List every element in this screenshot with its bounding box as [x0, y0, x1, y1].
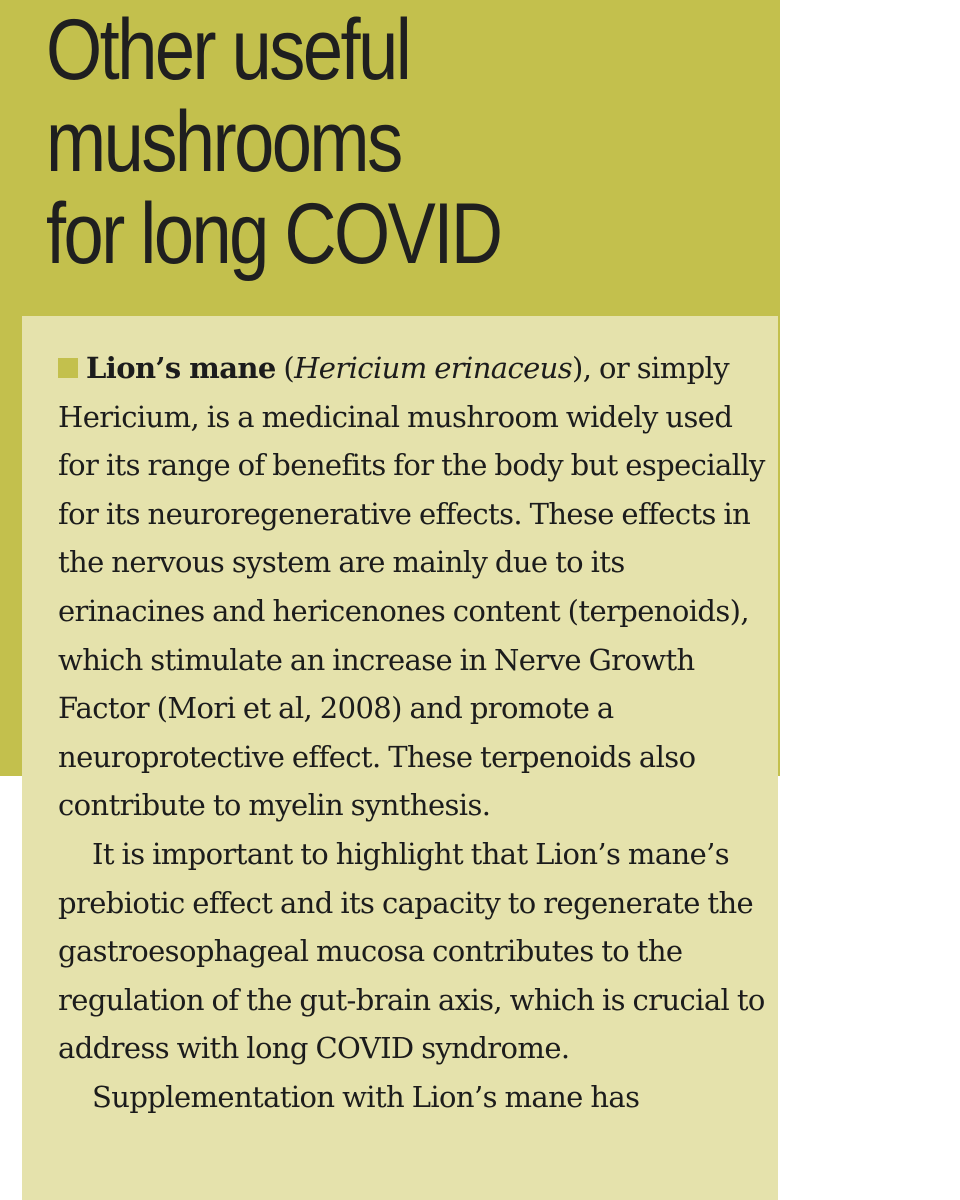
paragraph-1-text: ), or simply Hericium, is a medicinal mushroom widely used for its range of benefits for the body but especially for its neuroregenerative effects. These effects in the nervous system are mainly due to its erinacines and hericenones content (terpenoids), which stimulate an increase in Nerve Growth Factor (Mori et al, 2008) and promote a neuroprotective effect. These terpenoids also contribute to myelin synthesis. — [58, 351, 765, 823]
lede-latin-name: Hericium erinaceus — [294, 351, 573, 385]
bullet-square-icon — [58, 358, 78, 378]
paragraph-3: Supplementation with Lion’s mane has — [92, 1079, 640, 1114]
sidebar-body — [58, 344, 770, 1122]
sidebar-box — [22, 316, 778, 1200]
title-line-2: mushrooms — [46, 94, 401, 190]
paragraph-1 — [58, 344, 770, 830]
lede-term: Lion’s mane — [86, 351, 276, 385]
paragraph-2: It is important to highlight that Lion’s mane’s prebiotic effect and its capacity to regenerate the gastroesophageal mucosa contributes to the regulation of the gut-brain axis, which is crucial to address with long COVID syndrome. — [58, 836, 765, 1066]
page-title — [46, 4, 501, 280]
lede-open-paren: ( — [275, 351, 295, 385]
title-line-1: Other useful — [46, 2, 410, 98]
title-line-3: for long COVID — [46, 186, 501, 282]
